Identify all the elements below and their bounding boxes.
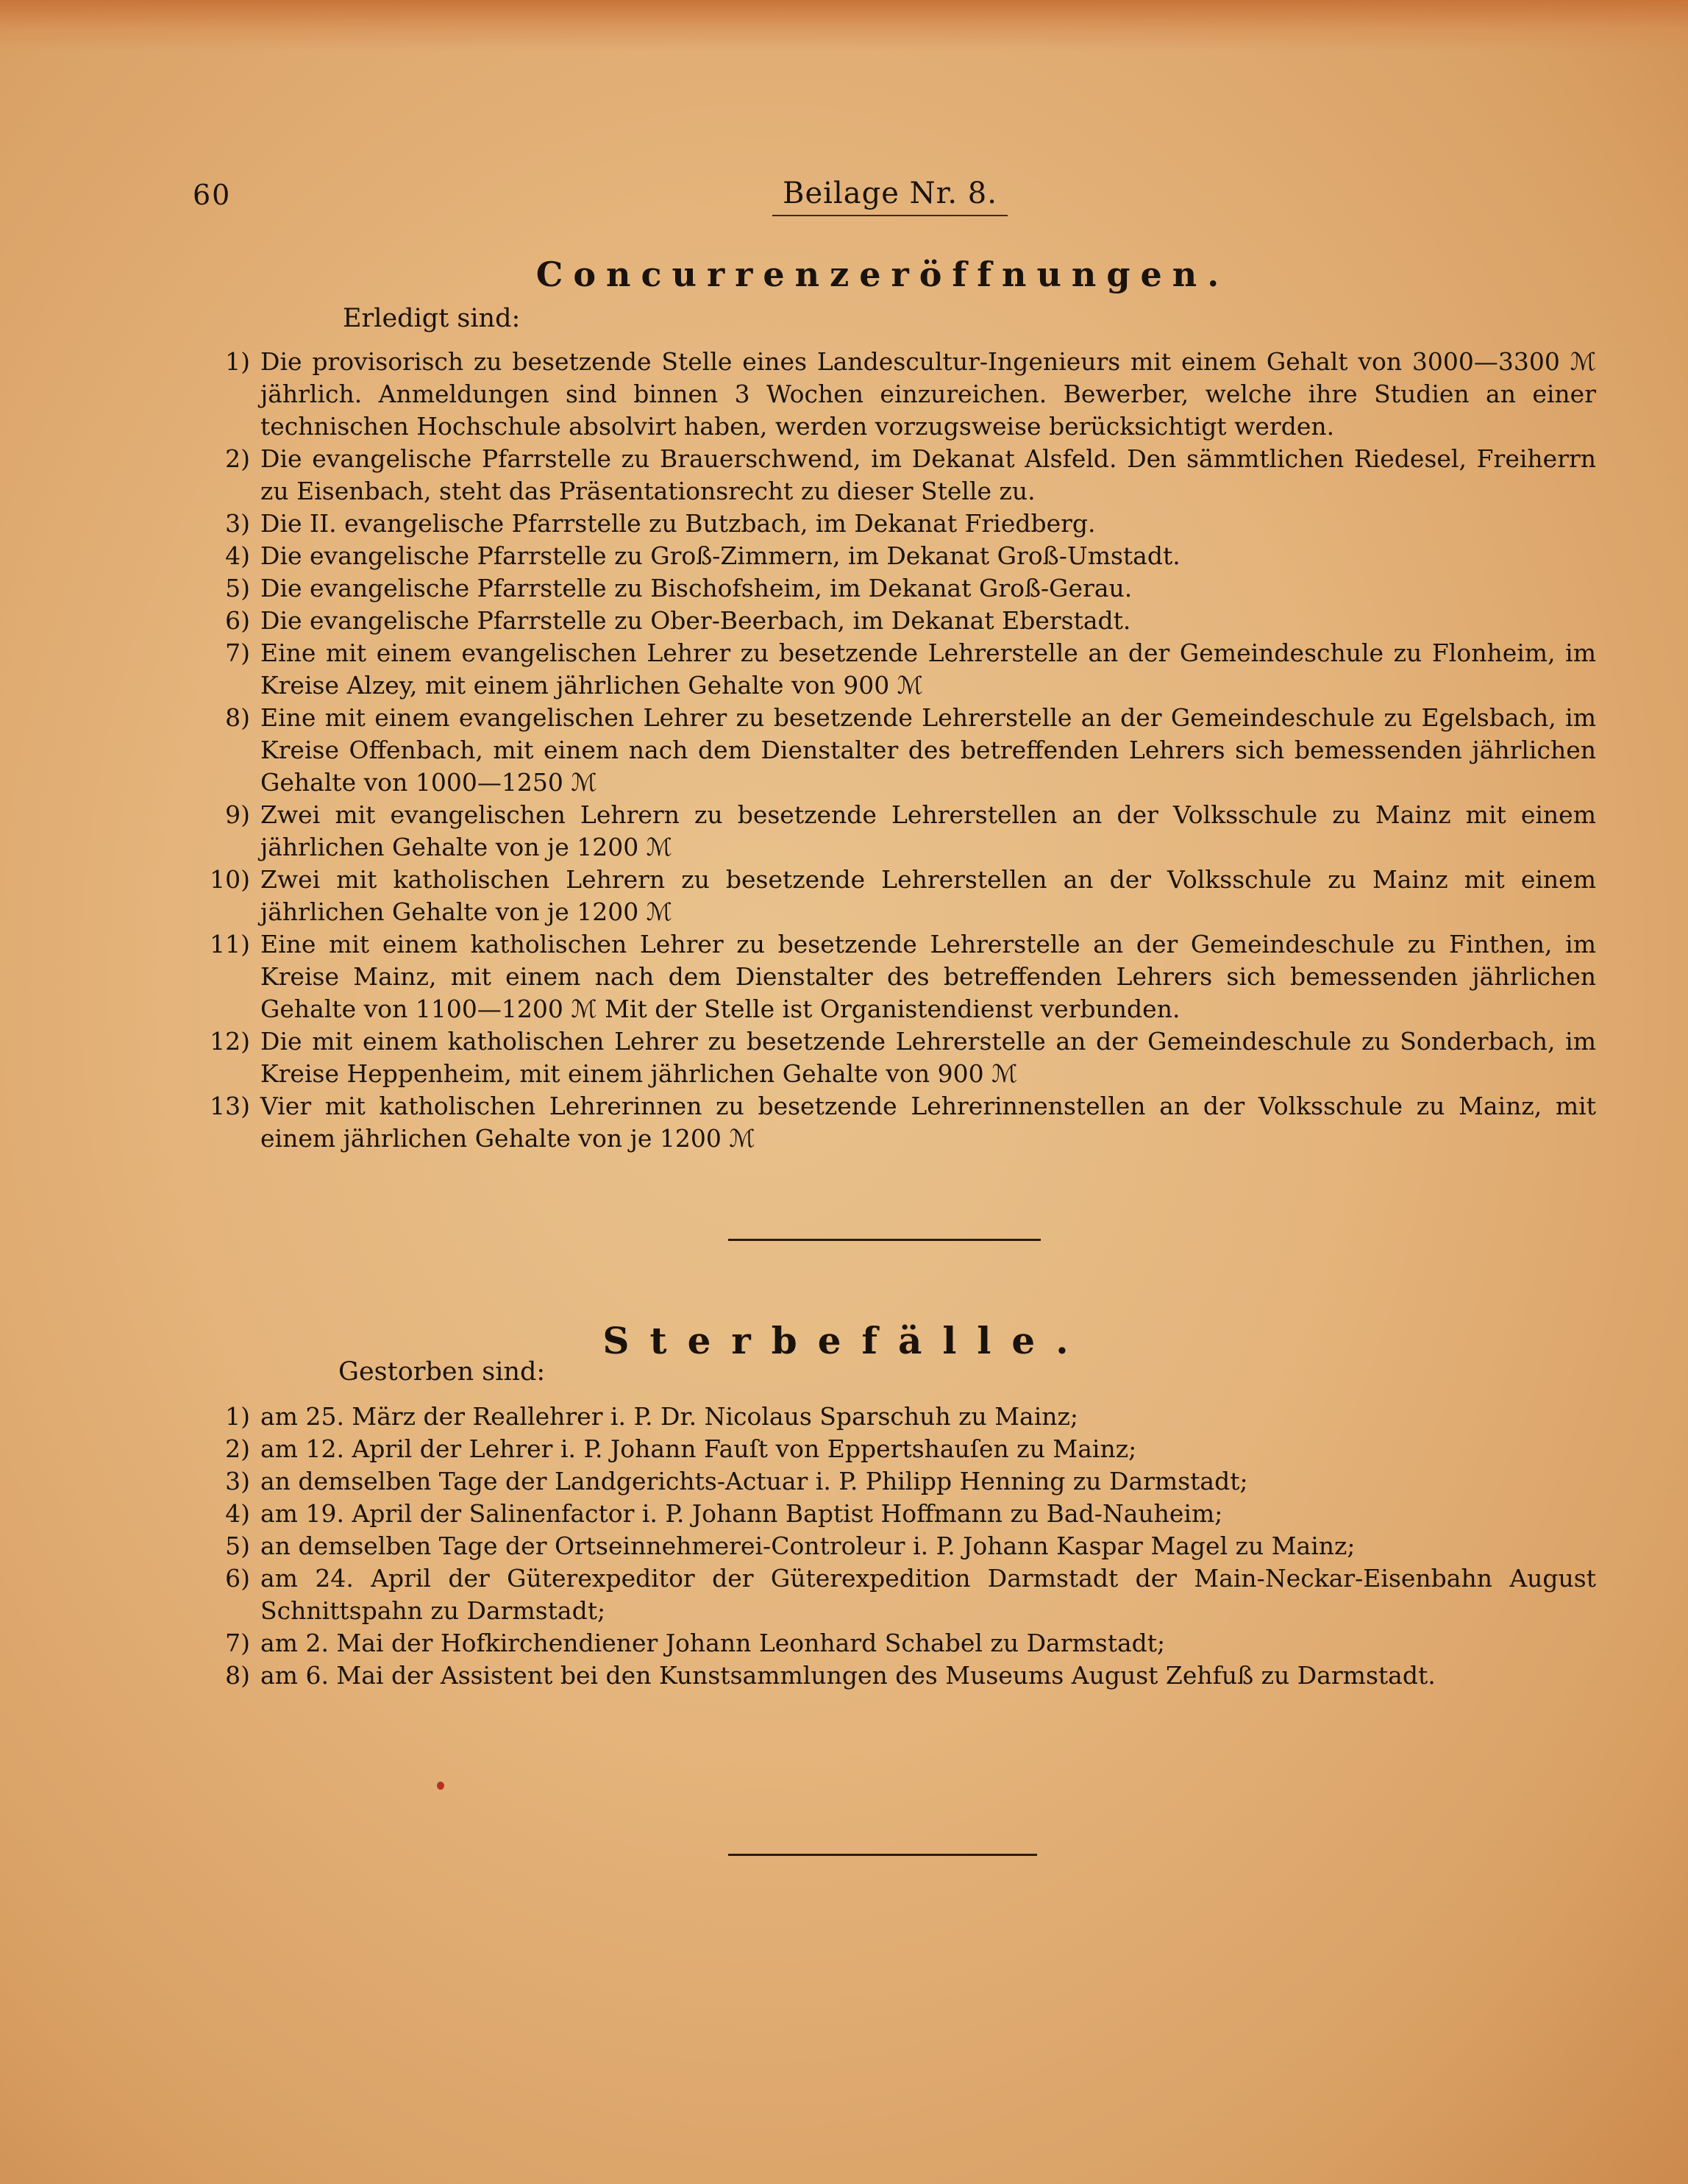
page-edge-stain [0, 0, 1688, 51]
list-item [177, 1562, 1596, 1627]
section-heading-concurrenz: Concurrenzeröffnungen. [535, 255, 1230, 294]
list-item [177, 1401, 1596, 1433]
list-item [177, 508, 1596, 540]
item-number: 8) [225, 1661, 250, 1690]
item-text: Zwei mit katholischen Lehrern zu besetzende Lehrerstellen an der Volksschule zu Mainz mit einem jährlichen Gehalte von je 1200 ℳ [260, 865, 1596, 926]
list-item [177, 346, 1596, 443]
item-text: Zwei mit evangelischen Lehrern zu besetzende Lehrerstellen an der Volksschule zu Mainz mit einem jährlichen Gehalte von je 1200 ℳ [260, 800, 1596, 861]
list-item [177, 1090, 1596, 1155]
item-text: Eine mit einem katholischen Lehrer zu besetzende Lehrerstelle an der Gemeindeschule zu Finthen, im Kreise Mainz, mit einem nach dem Dienstalter des betreffenden Lehrers sich bemessenden jährlichen Gehalte von 1100—1200 ℳ Mit der Stelle ist Organistendienst verbunden. [260, 930, 1596, 1023]
list-item [177, 1433, 1596, 1465]
list-item [177, 799, 1596, 864]
item-number: 9) [225, 800, 250, 829]
item-text: Vier mit katholischen Lehrerinnen zu besetzende Lehrerinnenstellen an der Volksschule zu Mainz, mit einem jährlichen Gehalte von je 1200 ℳ [260, 1092, 1596, 1153]
item-text: am 24. April der Güterexpeditor der Güterexpedition Darmstadt der Main-Neckar-Eisenbahn August Schnittspahn zu Darmstadt; [260, 1564, 1596, 1625]
item-number: 11) [210, 930, 250, 958]
list-item [177, 864, 1596, 928]
deaths-list [177, 1401, 1596, 1692]
section-intro-gestorben: Gestorben sind: [338, 1357, 546, 1387]
item-text: Die evangelische Pfarrstelle zu Groß-Zimmern, im Dekanat Groß-Umstadt. [260, 541, 1180, 570]
section-heading-sterbefaelle: Sterbefälle. [602, 1319, 1089, 1362]
list-item [177, 443, 1596, 508]
item-text: Die provisorisch zu besetzende Stelle eines Landescultur-Ingenieurs mit einem Gehalt von 3000—3300 ℳ jährlich. Anmeldungen sind binnen 3 Wochen einzureichen. Bewerber, welche ihre Studien an einer technischen Hochschule absolvirt haben, werden vorzugsweise berücksichtigt werden. [260, 347, 1596, 441]
list-item [177, 1465, 1596, 1498]
item-text: Die evangelische Pfarrstelle zu Brauerschwend, im Dekanat Alsfeld. Den sämmtlichen Riedesel, Freiherrn zu Eisenbach, steht das Präsentationsrecht zu dieser Stelle zu. [260, 444, 1596, 505]
item-number: 10) [210, 865, 250, 894]
item-number: 4) [225, 1499, 250, 1528]
item-text: an demselben Tage der Landgerichts-Actuar i. P. Philipp Henning zu Darmstadt; [260, 1467, 1248, 1495]
item-number: 8) [225, 703, 250, 732]
item-number: 12) [210, 1027, 250, 1056]
item-number: 6) [225, 1564, 250, 1593]
vacancy-list [177, 346, 1596, 1155]
list-item [177, 1660, 1596, 1692]
item-number: 2) [225, 1434, 250, 1463]
item-number: 7) [225, 639, 250, 667]
item-number: 3) [225, 509, 250, 538]
list-item [177, 928, 1596, 1025]
item-text: am 12. April der Lehrer i. P. Johann Fauſt von Eppertshauſen zu Mainz; [260, 1434, 1137, 1463]
item-number: 5) [225, 1532, 250, 1560]
item-text: Eine mit einem evangelischen Lehrer zu besetzende Lehrerstelle an der Gemeindeschule zu Egelsbach, im Kreise Offenbach, mit einem nach dem Dienstalter des betreffenden Lehrers sich bemessenden jährlichen Gehalte von 1000—1250 ℳ [260, 703, 1596, 797]
item-number: 7) [225, 1629, 250, 1657]
item-text: am 2. Mai der Hofkirchendiener Johann Leonhard Schabel zu Darmstadt; [260, 1629, 1166, 1657]
item-number: 4) [225, 541, 250, 570]
list-item [177, 637, 1596, 702]
running-header: Beilage Nr. 8. [772, 177, 1008, 216]
list-item [177, 702, 1596, 799]
ink-spot [437, 1782, 444, 1790]
item-text: am 19. April der Salinenfactor i. P. Johann Baptist Hoffmann zu Bad-Nauheim; [260, 1499, 1223, 1528]
item-text: am 25. März der Reallehrer i. P. Dr. Nicolaus Sparschuh zu Mainz; [260, 1402, 1079, 1431]
item-text: an demselben Tage der Ortseinnehmerei-Controleur i. P. Johann Kaspar Magel zu Mainz; [260, 1532, 1356, 1560]
list-item [177, 572, 1596, 605]
item-text: am 6. Mai der Assistent bei den Kunstsammlungen des Museums August Zehfuß zu Darmstadt. [260, 1661, 1436, 1690]
item-number: 5) [225, 574, 250, 602]
section-divider [728, 1239, 1041, 1241]
item-number: 2) [225, 444, 250, 473]
item-number: 6) [225, 606, 250, 635]
item-number: 3) [225, 1467, 250, 1495]
list-item [177, 605, 1596, 637]
item-text: Die mit einem katholischen Lehrer zu besetzende Lehrerstelle an der Gemeindeschule zu Sonderbach, im Kreise Heppenheim, mit einem jährlichen Gehalte von 900 ℳ [260, 1027, 1596, 1088]
list-item [177, 1627, 1596, 1660]
item-text: Eine mit einem evangelischen Lehrer zu besetzende Lehrerstelle an der Gemeindeschule zu Flonheim, im Kreise Alzey, mit einem jährlichen Gehalte von 900 ℳ [260, 639, 1596, 700]
page-number: 60 [193, 179, 232, 211]
item-text: Die evangelische Pfarrstelle zu Ober-Beerbach, im Dekanat Eberstadt. [260, 606, 1131, 635]
list-item [177, 1530, 1596, 1562]
item-number: 1) [225, 1402, 250, 1431]
list-item [177, 1025, 1596, 1090]
list-item [177, 540, 1596, 572]
item-text: Die II. evangelische Pfarrstelle zu Butzbach, im Dekanat Friedberg. [260, 509, 1096, 538]
section-divider [728, 1854, 1037, 1856]
list-item [177, 1498, 1596, 1530]
item-text: Die evangelische Pfarrstelle zu Bischofsheim, im Dekanat Groß-Gerau. [260, 574, 1133, 602]
section-intro-erledigt: Erledigt sind: [343, 304, 521, 333]
item-number: 1) [225, 347, 250, 376]
item-number: 13) [210, 1092, 250, 1120]
